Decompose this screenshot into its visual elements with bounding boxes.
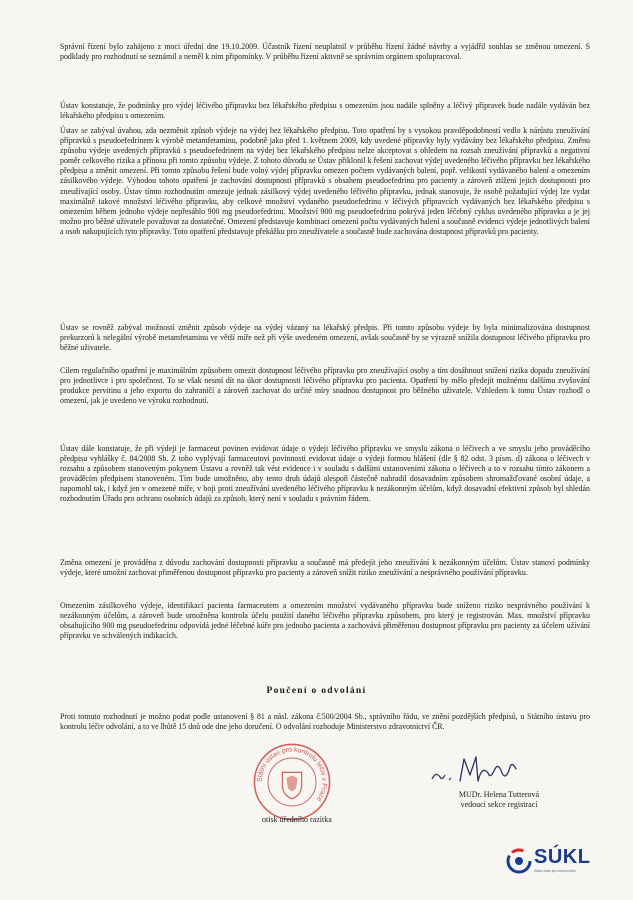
sukl-logo [506, 846, 602, 876]
sukl-logo-subtext: Státní ústav pro kontrolu léčiv [534, 869, 576, 873]
appeal-heading: Poučení o odvolání [266, 686, 367, 696]
handwritten-signature [428, 753, 520, 787]
paragraph-mail-order-limits: Omezením zásilkového výdeje, identifikací pacienta farmaceutem a omezením množství vydávaného přípravku bude sníženo riziko nesprávného používání k nezákonným účelům, a zároveň bude umožněna kontrola účelu použití daného léčivého přípravku způsobem, pro který je registrován. Max. množství přípravku obsahujícího 900 mg pseudoefedrinu odpovídá jedné léčebné kúře pro jednoho pacienta a zachovává přiměřenou dostupnost přípravku pro pacienty za účelem užívání přípravku ve schválených indikacích. [60, 601, 590, 641]
paragraph-conditions: Ústav konstatuje, že podmínky pro výdej léčivého přípravku bez lékařského předpisu s omezením jsou nadále splněny a léčivý přípravek bude nadále vydáván bez lékařského předpisu s omezením. [60, 101, 590, 121]
signer-block [444, 790, 554, 810]
stamp-caption: otisk úředního razítka [262, 815, 332, 824]
svg-text:Státní ústav pro kontrolu léči: Státní ústav pro kontrolu léčiv v Praze [256, 746, 328, 803]
paragraph-otc-consideration: Ústav se zabýval úvahou, zda nezměnit způsob výdeje na výdej bez lékařského předpisu. Toto opatření by s vysokou pravděpodobností vedlo k nárůstu zneužívání přípravků s pseudoefedrinem k výrobě metamfetaminu, podobně jako před 1. květnem 2009, kdy uvedené přípravky byly vydávány bez lékařského předpisu. Změnu způsobu výdeje uvedených přípravků s pseudoefedrinem na výdej bez lékařského předpisu nelze akceptovat s ohledem na rozsah zneužívání přípravků a negativní poměr celkového rizika a přínosu při tomto způsobu výdeje. Z tohoto důvodu se Ústav přiklonil k řešení zachovat výdej uvedeného léčivého přípravku bez lékařského předpisu a změnit omezení. Při tomto způsobu řešení bude volný výdej přípravku omezen počtem vydávaných balení, popř. velikostí vydávaného balení a omezením zásilkového výdeje. Výhodou tohoto opatření je zachování dostupnosti přípravků s obsahem pseudoefedrinu pro pacienty a zároveň ztížení jejich dostupnosti pro zneužívající osoby. Ústav tímto rozhodnutím omezuje jednak zásilkový výdej uvedeného léčivého přípravku, jednak stanovuje, že osobě požadující výdej lze vydat maximálně takové množství léčivého přípravku, aby celkové množství vydaného pseudoefedrinu v léčivých přípravcích vydávaných bez lékařského předpisu s omezením během jednoho výdeje nepřesáhlo 900 mg pseudoefedrinu. Množství 900 mg pseudoefedrinu pokrývá jeden léčebný cyklus uvedeného přípravku a je jej možno pro běžné uživatele považovat za dostatečné. Omezení představuje kombinaci omezení počtu vydávaných balení a současně evidenci výdeje jednotlivých balení a osob nakupujících tyto přípravky. Toto opatření představuje překážku pro zneužívatele a současně bude zachována dostupnost přípravků pro pacienty. [60, 126, 590, 236]
sukl-logo-icon [506, 848, 532, 874]
paragraph-change-reason: Změna omezení je prováděna z důvodu zachování dostupnosti přípravku a současně má předejít jeho zneužívání k nezákonným účelům. Ústav stanoví podmínky výdeje, které umožní zachovat přiměřenou dostupnost přípravku pro pacienty a zároveň snížit riziko zneužívání a nesprávného používání přípravku. [60, 558, 590, 578]
signer-role: vedoucí sekce registrací [460, 800, 538, 809]
paragraph-regulation-goal: Cílem regulačního opatření je maximálním způsobem omezit dostupnost léčivého přípravku pro zneužívající osoby a tím dosáhnout snížení rizika dopadu zneužívání pro jednotlivce i pro společnost. To se však nesmí dít na úkor dostupnosti léčivého přípravku pro pacienta. Opatření by mělo předejít možnému dalšímu zvyšování produkce pervitinu a jeho exportu do zahraničí a zároveň zachovat do určité míry snadnou dostupnost pro běžného uživatele. Vzhledem k tomu Ústav rozhodl o omezení, jak je uvedeno ve výroku rozhodnutí. [60, 366, 590, 406]
official-stamp [252, 742, 332, 822]
paragraph-proceedings: Správní řízení bylo zahájeno z moci úřední dne 19.10.2009. Účastník řízení neuplatnil v průběhu řízení žádné návrhy a vyjádřil souhlas se změnou omezení. S podklady pro rozhodnutí se seznámil a neměl k nim připomínky. V průběhu řízení aktivně se správním orgánem spolupracoval. [60, 42, 590, 62]
paragraph-appeal: Proti tomuto rozhodnutí je možno podat podle ustanovení § 81 a násl. zákona č.500/2004 Sb., správního řádu, ve znění pozdějších předpisů, u Státního ústavu pro kontrolu léčiv odvolání, a to ve lhůtě 15 dnů ode dne jeho doručení. O odvolání rozhoduje Ministerstvo zdravotnictví ČR. [60, 712, 590, 732]
paragraph-prescription-consideration: Ústav se rovněž zabýval možností změnit způsob výdeje na výdej vázaný na lékařský předpis. Při tomto způsobu výdeje by byla minimalizována dostupnost prekurzorů k nelegální výrobě metamfetaminu ve větší míře než při výše uvedeném omezení, avšak současně by se výrazně snížila dostupnost léčivého přípravku pro běžné uživatele. [60, 323, 590, 353]
signer-name: MUDr. Helena Tutterová [458, 790, 540, 799]
paragraph-pharmacist-records: Ústav dále konstatuje, že při výdeji je farmaceut povinen evidovat údaje o výdeji léčivého přípravku ve smyslu zákona o léčivech a ve smyslu jeho prováděcího předpisu vyhlášky č. 84/2008 Sb. Z toho vyplývají farmaceutovi povinnosti evidovat údaje o výdeji formou hlášení (dle § 82 odst. 3 písm. d) zákona o léčivech v rozsahu a způsobem stanoveným pokynem Ústavu a rovněž tak vést evidence i v souladu s dalšími ustanoveními zákona o léčivech a to v rozsahu tímto zákonem a prováděcím předpisem stanoveném. Tím bude umožněno, aby tento druh údajů alespoň částečně nahradil dosavadním způsobem shromažďované osobní údaje, a napomohl tak, i když jen v omezené míře, v boji proti zneužívání uvedeného léčivého přípravku k nezákonným účelům, když dosavadní efektivní způsob byl shledán rozhodnutím Úřadu pro ochranu osobních údajů za způsob, který není v souladu s právním řádem. [60, 444, 590, 504]
sukl-logo-text: SÚKL [534, 846, 591, 868]
